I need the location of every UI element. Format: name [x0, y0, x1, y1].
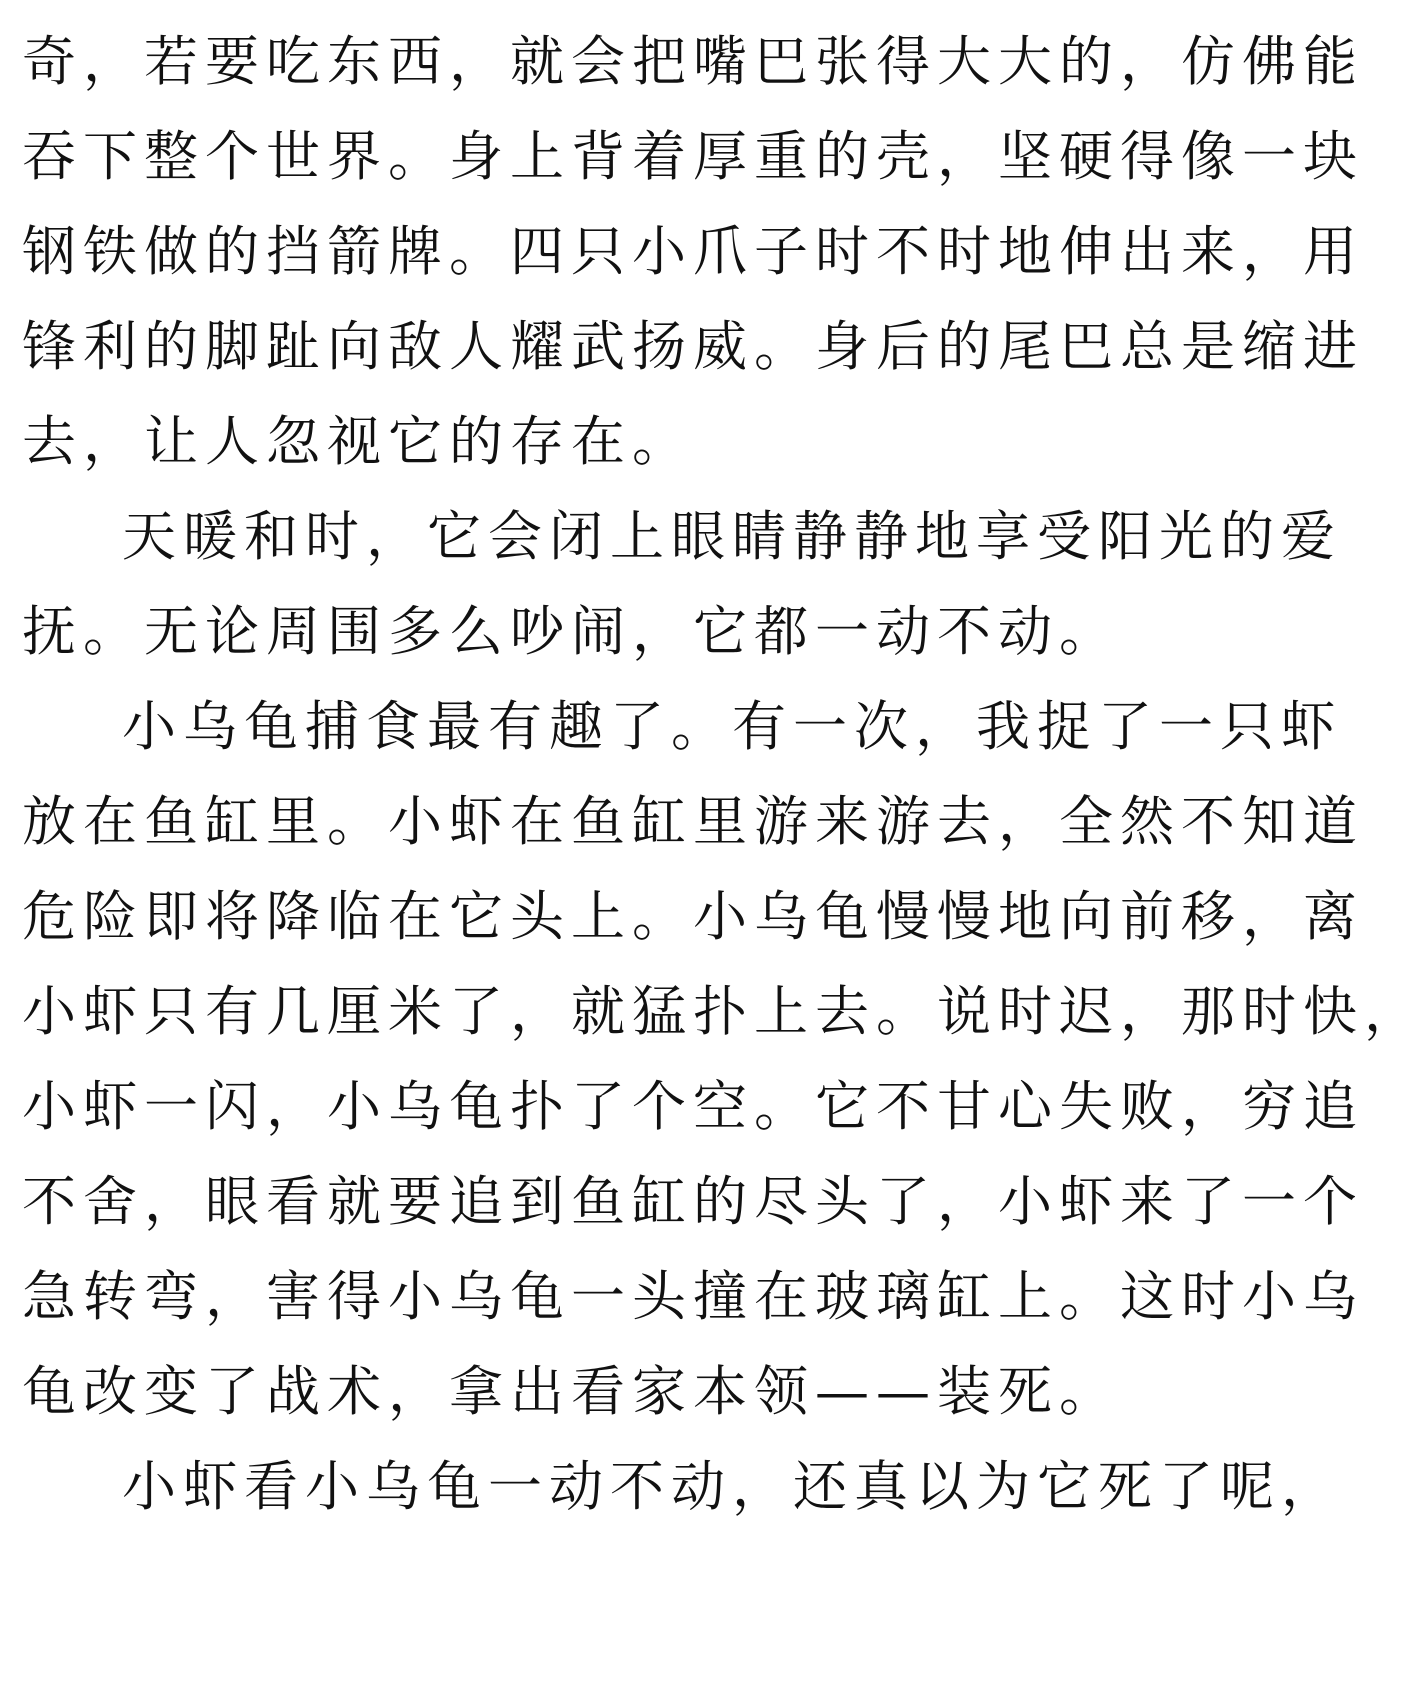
text-line: 龟改变了战术，拿出看家本领——装死。	[22, 1360, 1120, 1423]
text-line: 放在鱼缸里。小虾在鱼缸里游来游去，全然不知道	[22, 790, 1364, 853]
text-line: 小虾只有几厘米了，就猛扑上去。说时迟，那时快，	[22, 980, 1425, 1043]
text-line: 钢铁做的挡箭牌。四只小爪子时不时地伸出来，用	[22, 220, 1364, 283]
text-line: 去，让人忽视它的存在。	[22, 410, 693, 473]
text-line: 锋利的脚趾向敌人耀武扬威。身后的尾巴总是缩进	[22, 315, 1364, 378]
text-line: 急转弯，害得小乌龟一头撞在玻璃缸上。这时小乌	[22, 1265, 1364, 1328]
text-line: 抚。无论周围多么吵闹，它都一动不动。	[22, 600, 1120, 663]
text-line: 小虾一闪，小乌龟扑了个空。它不甘心失败，穷追	[22, 1075, 1364, 1138]
paragraph-start-line: 小虾看小乌龟一动不动，还真以为它死了呢，	[122, 1455, 1342, 1518]
paragraph-start-line: 天暖和时，它会闭上眼睛静静地享受阳光的爱	[122, 505, 1342, 568]
text-line: 不舍，眼看就要追到鱼缸的尽头了，小虾来了一个	[22, 1170, 1364, 1233]
text-line: 危险即将降临在它头上。小乌龟慢慢地向前移，离	[22, 885, 1364, 948]
text-line: 奇，若要吃东西，就会把嘴巴张得大大的，仿佛能	[22, 30, 1364, 93]
paragraph-start-line: 小乌龟捕食最有趣了。有一次，我捉了一只虾	[122, 695, 1342, 758]
text-line: 吞下整个世界。身上背着厚重的壳，坚硬得像一块	[22, 125, 1364, 188]
